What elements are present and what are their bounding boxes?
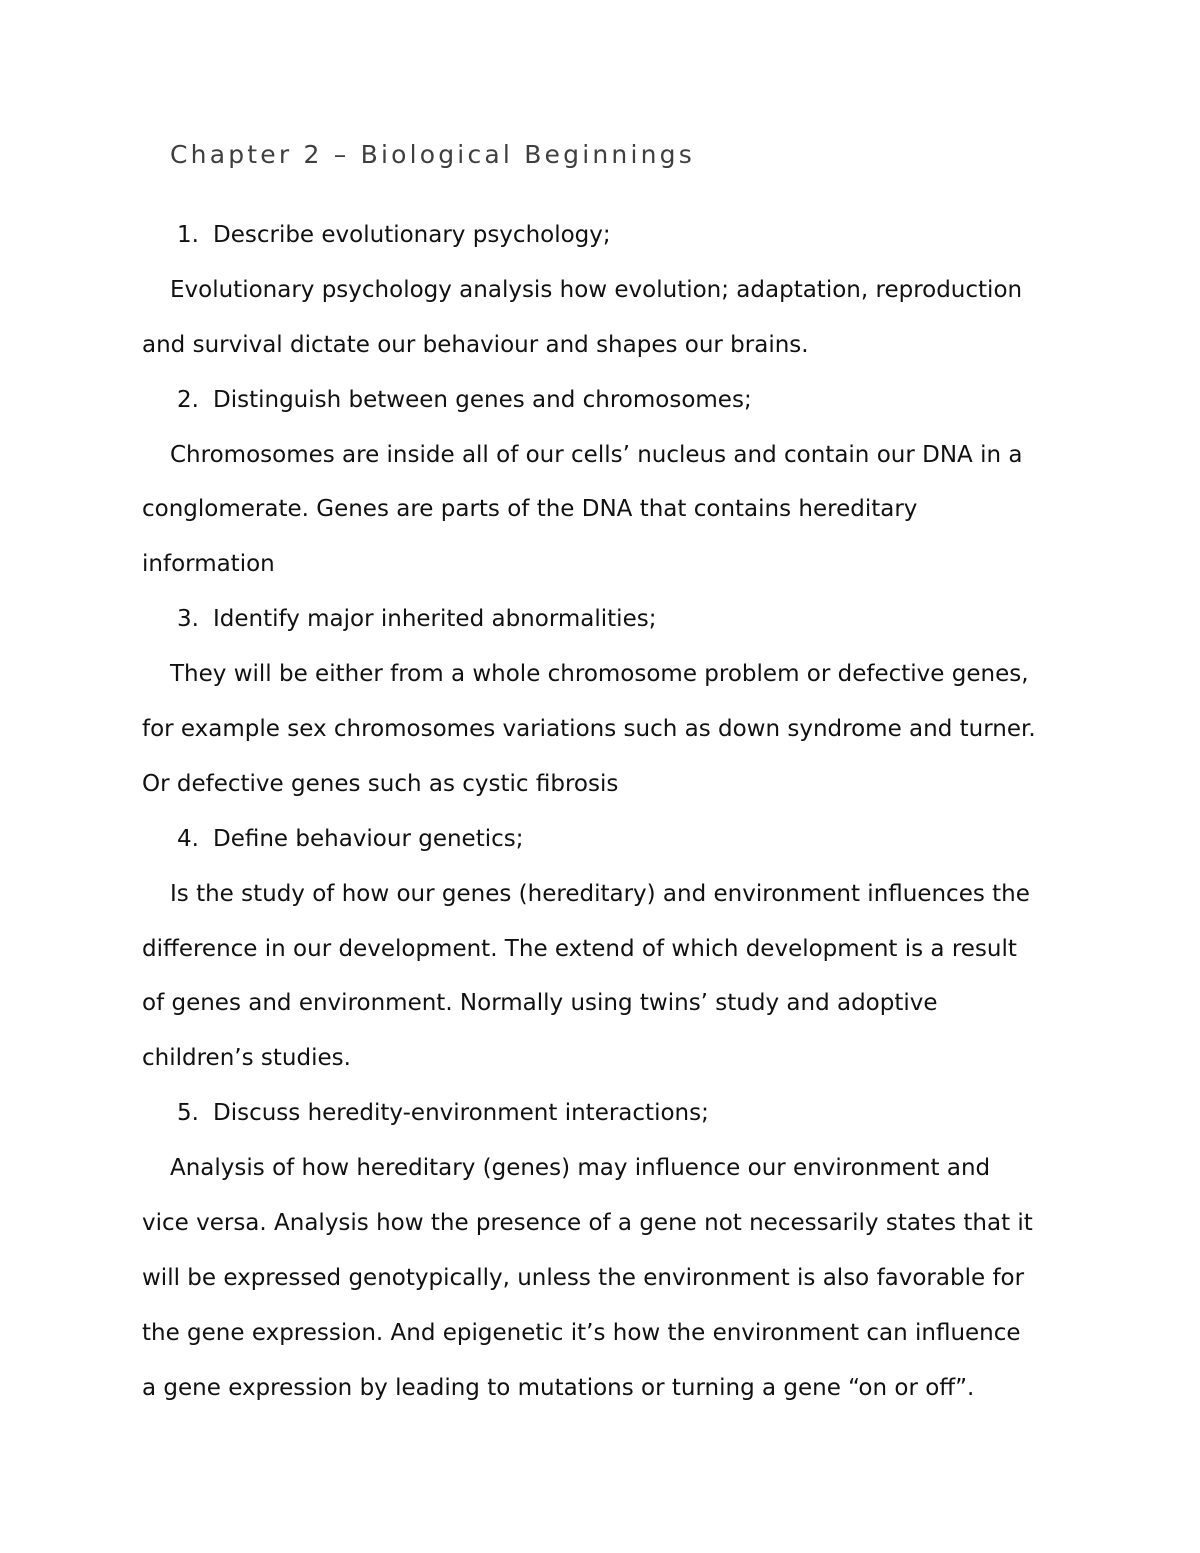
answer-1-line-2: and survival dictate our behaviour and shapes our brains. — [142, 332, 809, 358]
question-number: 4. — [177, 826, 199, 852]
question-number: 1. — [177, 222, 199, 248]
answer-4-line-3: of genes and environment. Normally using twins’ study and adoptive — [142, 990, 938, 1016]
question-text: Discuss heredity-environment interactions; — [213, 1100, 709, 1126]
question-text: Describe evolutionary psychology; — [213, 222, 611, 248]
answer-3-line-1: They will be either from a whole chromosome problem or defective genes, — [170, 661, 1029, 687]
answer-2-line-3: information — [142, 551, 275, 577]
answer-5-line-3: will be expressed genotypically, unless the environment is also favorable for — [142, 1265, 1025, 1291]
answer-2-line-1: Chromosomes are inside all of our cells’ nucleus and contain our DNA in a — [170, 442, 1023, 468]
answer-4-line-1: Is the study of how our genes (hereditary) and environment influences the — [170, 881, 1030, 907]
answer-3-line-3: Or defective genes such as cystic fibrosis — [142, 771, 619, 797]
answer-5-line-4: the gene expression. And epigenetic it’s how the environment can influence — [142, 1320, 1021, 1346]
question-text: Distinguish between genes and chromosomes; — [213, 387, 752, 413]
question-3 — [177, 604, 656, 634]
answer-1-line-1: Evolutionary psychology analysis how evolution; adaptation, reproduction — [170, 277, 1023, 303]
answer-5-line-5: a gene expression by leading to mutations or turning a gene “on or off”. — [142, 1375, 975, 1401]
answer-2-line-2: conglomerate. Genes are parts of the DNA that contains hereditary — [142, 496, 918, 522]
answer-4-line-4: children’s studies. — [142, 1045, 351, 1071]
answer-4-line-2: difference in our development. The extend of which development is a result — [142, 936, 1017, 962]
question-number: 5. — [177, 1100, 199, 1126]
question-text: Define behaviour genetics; — [213, 826, 524, 852]
question-1 — [177, 220, 611, 250]
question-number: 3. — [177, 606, 199, 632]
question-4 — [177, 824, 524, 854]
question-5 — [177, 1098, 709, 1128]
question-2 — [177, 385, 752, 415]
question-text: Identify major inherited abnormalities; — [213, 606, 657, 632]
page-title: Chapter 2 – Biological Beginnings — [170, 140, 695, 169]
answer-5-line-2: vice versa. Analysis how the presence of a gene not necessarily states that it — [142, 1210, 1033, 1236]
question-number: 2. — [177, 387, 199, 413]
answer-3-line-2: for example sex chromosomes variations such as down syndrome and turner. — [142, 716, 1036, 742]
answer-5-line-1: Analysis of how hereditary (genes) may influence our environment and — [170, 1155, 991, 1181]
